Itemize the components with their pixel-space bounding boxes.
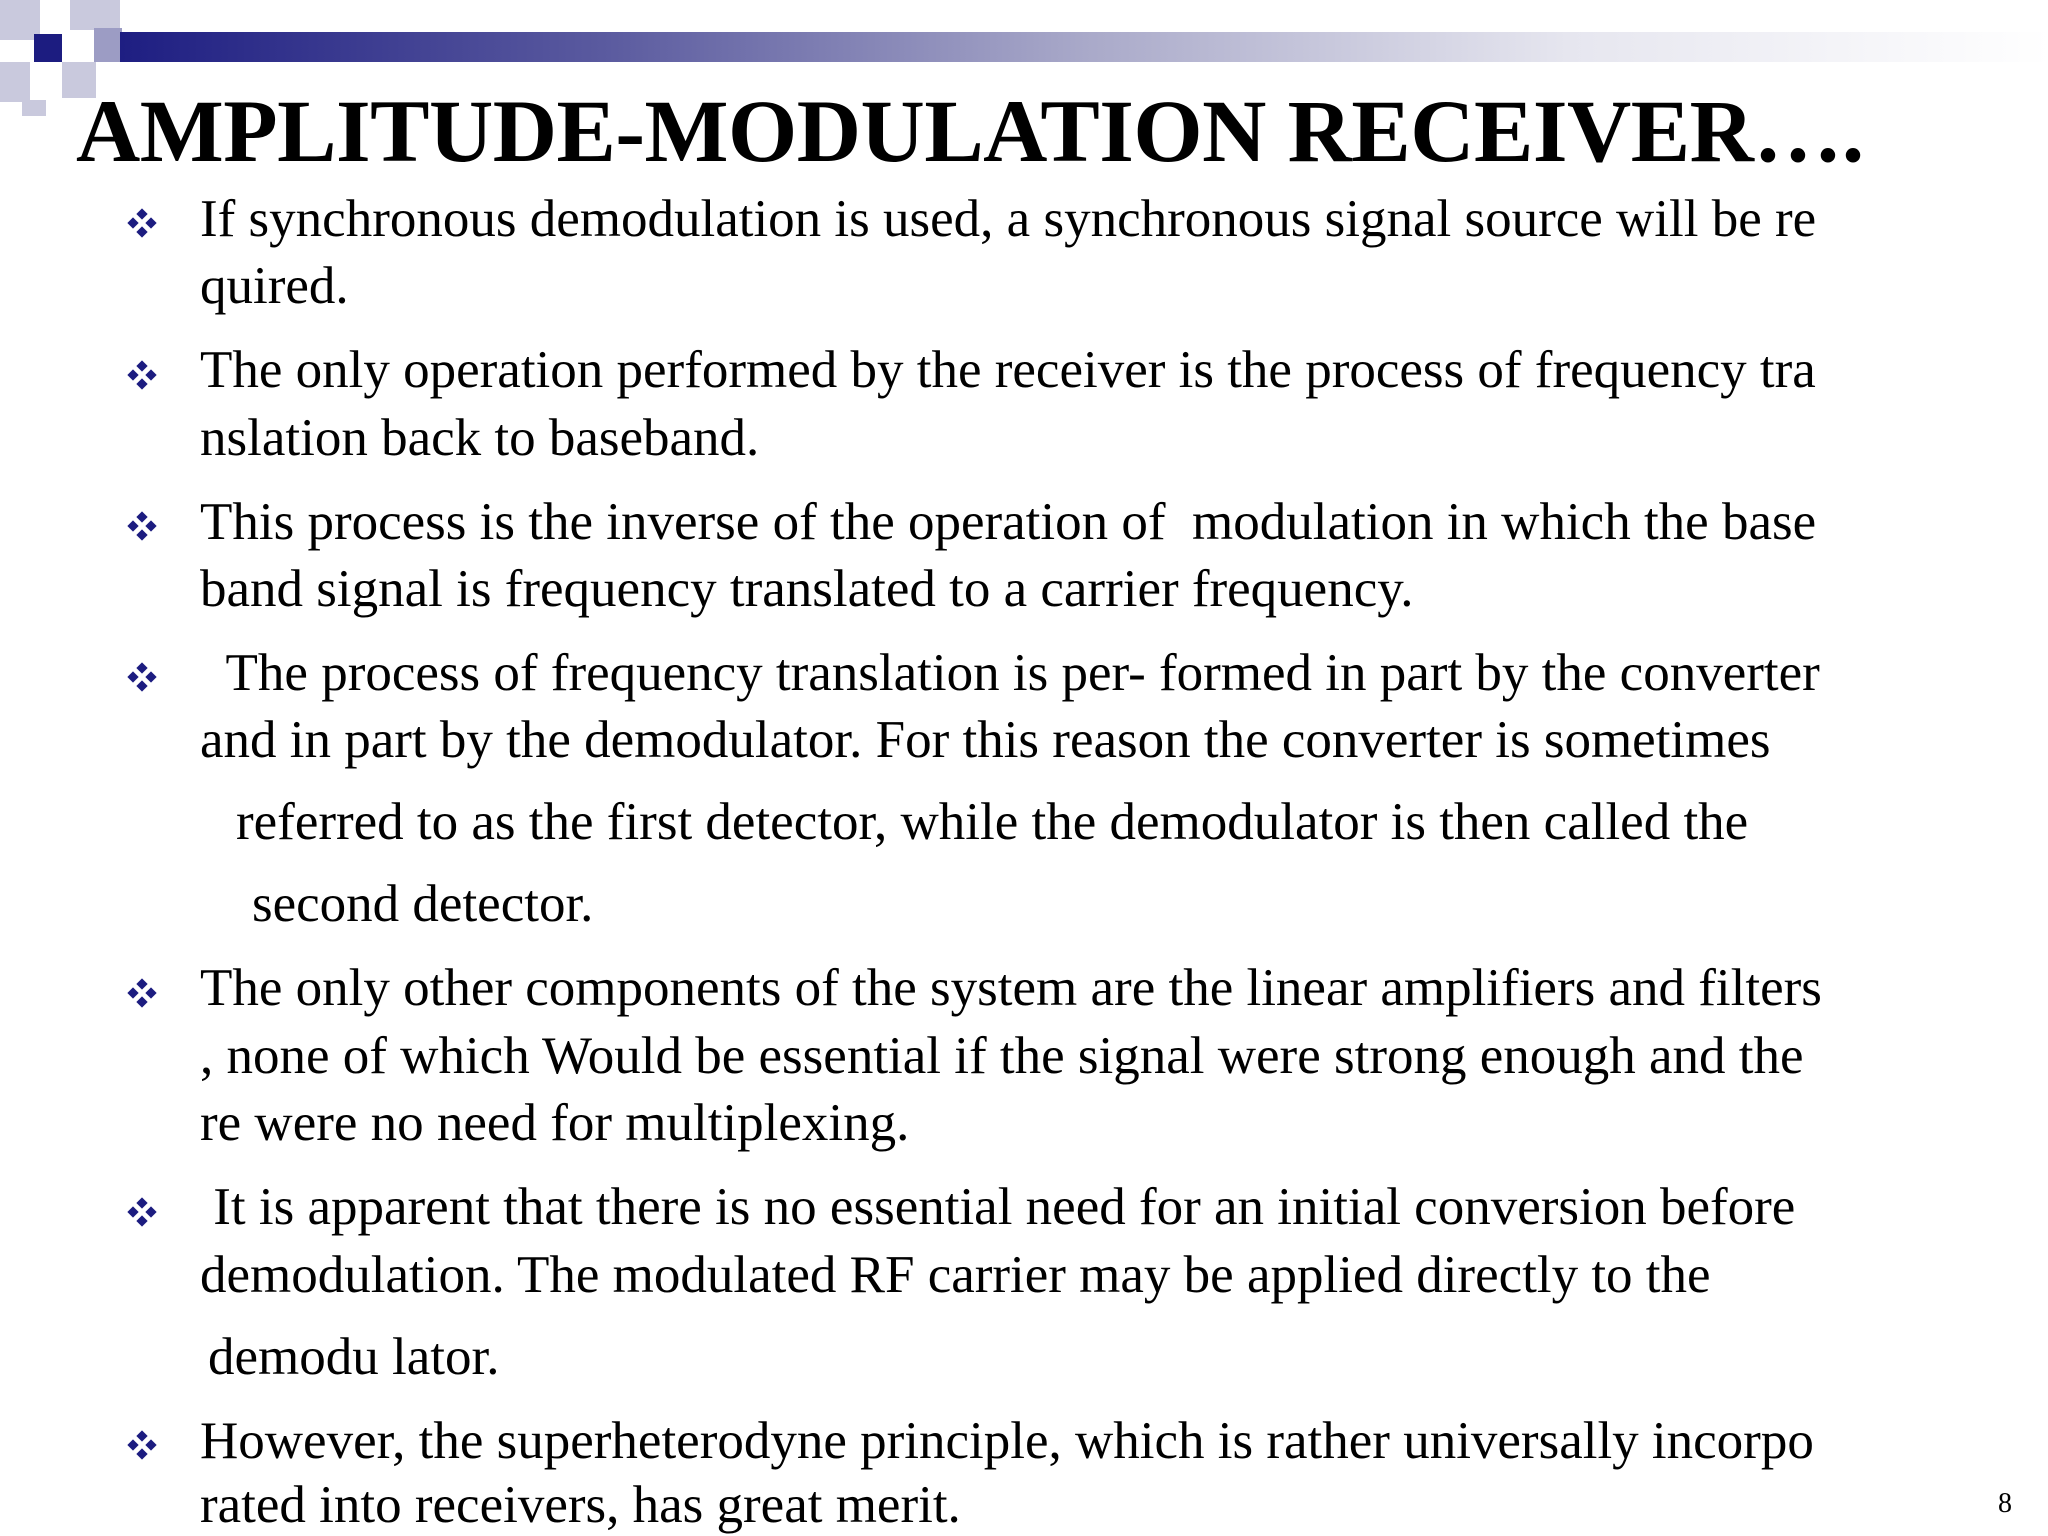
bullet-3-line-2: band signal is frequency translated to a carrier frequency. [200,560,1414,618]
corner-square-light-3 [0,62,30,102]
bullet-4-line-1: The process of frequency translation is per- formed in part by the converter [200,644,1820,702]
bullet-6-line-3: demodu lator. [208,1328,500,1386]
bullet-4-line-4: second detector. [252,875,594,933]
corner-square-mid-1 [94,28,122,62]
bullet-2-line-2: nslation back to baseband. [200,409,760,467]
diamond-bullet-icon [124,205,160,241]
bullet-5-line-1: The only other components of the system are the linear amplifiers and filters [200,959,1822,1017]
diamond-bullet-icon [124,975,160,1011]
bullet-2-line-1: The only operation performed by the receiver is the process of frequency tra [200,341,1816,399]
corner-square-light-2 [70,0,120,30]
page-number: 8 [1998,1488,2012,1519]
bullet-1-line-2: quired. [200,257,349,315]
corner-square-light-5 [22,100,46,116]
bullet-7-line-2: rated into receivers, has great merit. [200,1476,961,1534]
bullet-6-line-2: demodulation. The modulated RF carrier may be applied directly to the [200,1246,1711,1304]
diamond-bullet-icon [124,357,160,393]
bullet-5-line-2: , none of which Would be essential if the signal were strong enough and the [200,1027,1804,1085]
bullet-1-line-1: If synchronous demodulation is used, a synchronous signal source will be re [200,190,1817,248]
bullet-7-line-1: However, the superheterodyne principle, which is rather universally incorpo [200,1412,1814,1470]
corner-square-dark-1 [34,34,62,62]
bullet-6-line-1: It is apparent that there is no essential need for an initial conversion before [200,1178,1796,1236]
bullet-4-line-3: referred to as the first detector, while the demodulator is then called the [236,793,1749,851]
bullet-3-line-1: This process is the inverse of the operation of modulation in which the base [200,493,1817,551]
diamond-bullet-icon [124,508,160,544]
bullet-4-line-2: and in part by the demodulator. For this reason the converter is sometimes [200,711,1771,769]
diamond-bullet-icon [124,1194,160,1230]
header-gradient-bar [120,32,2048,62]
slide-title: AMPLITUDE-MODULATION RECEIVER…. [76,83,1864,181]
diamond-bullet-icon [124,659,160,695]
diamond-bullet-icon [124,1427,160,1463]
bullet-5-line-3: re were no need for multiplexing. [200,1094,910,1152]
